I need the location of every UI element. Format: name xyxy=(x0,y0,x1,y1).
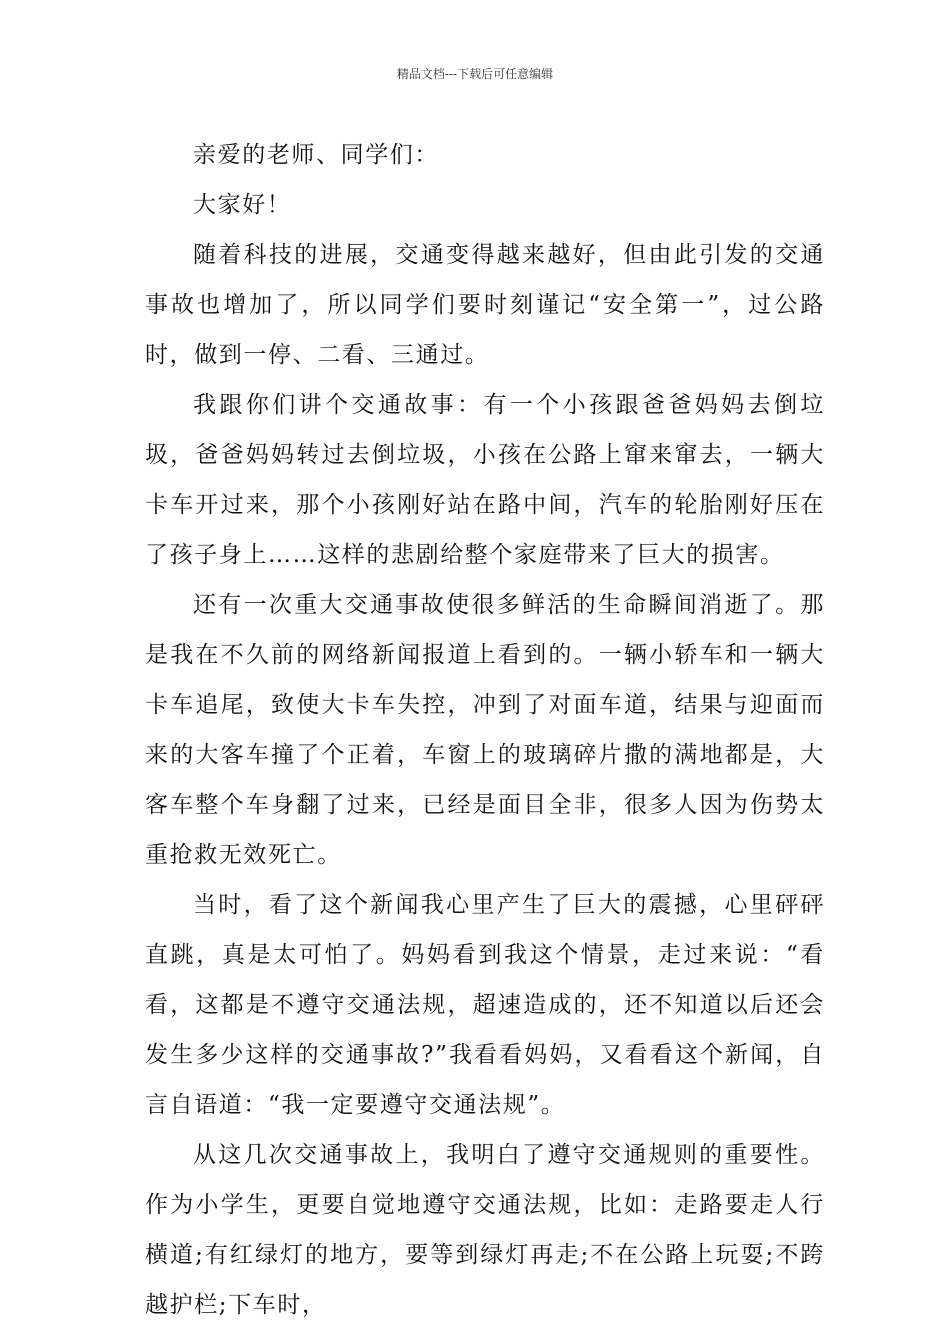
salutation-paragraph: 大家好！ xyxy=(193,192,292,218)
body-paragraph: 随着科技的进展，交通变得越来越好，但由此引发的交通事故也增加了，所以同学们要时刻谨记“安全第一”，过公路时，做到一停、二看、三通过。 xyxy=(145,242,825,368)
greeting-paragraph: 亲爱的老师、同学们： xyxy=(193,142,439,168)
page-header: 精品文档---下载后可任意编辑 xyxy=(396,67,554,81)
body-paragraph: 当时，看了这个新闻我心里产生了巨大的震撼，心里砰砰直跳，真是太可怕了。妈妈看到我这个情景，走过来说：“看看，这都是不遵守交通法规，超速造成的，还不知道以后还会发生多少这样的交通事故?”我看看妈妈，又看看这个新闻，自言自语道：“我一定要遵守交通法规”。 xyxy=(145,892,825,1118)
body-paragraph: 还有一次重大交通事故使很多鲜活的生命瞬间消逝了。那是我在不久前的网络新闻报道上看到的。一辆小轿车和一辆大卡车追尾，致使大卡车失控，冲到了对面车道，结果与迎面而来的大客车撞了个正着，车窗上的玻璃碎片撒的满地都是，大客车整个车身翻了过来，已经是面目全非，很多人因为伤势太重抢救无效死亡。 xyxy=(145,592,825,868)
body-paragraph: 从这几次交通事故上，我明白了遵守交通规则的重要性。作为小学生，更要自觉地遵守交通法规，比如：走路要走人行横道;有红绿灯的地方，要等到绿灯再走;不在公路上玩耍;不跨越护栏;下车时， xyxy=(145,1142,825,1318)
document-body xyxy=(145,130,825,1330)
body-paragraph: 我跟你们讲个交通故事：有一个小孩跟爸爸妈妈去倒垃圾，爸爸妈妈转过去倒垃圾，小孩在公路上窜来窜去，一辆大卡车开过来，那个小孩刚好站在路中间，汽车的轮胎刚好压在了孩子身上……这样的悲剧给整个家庭带来了巨大的损害。 xyxy=(145,392,825,568)
